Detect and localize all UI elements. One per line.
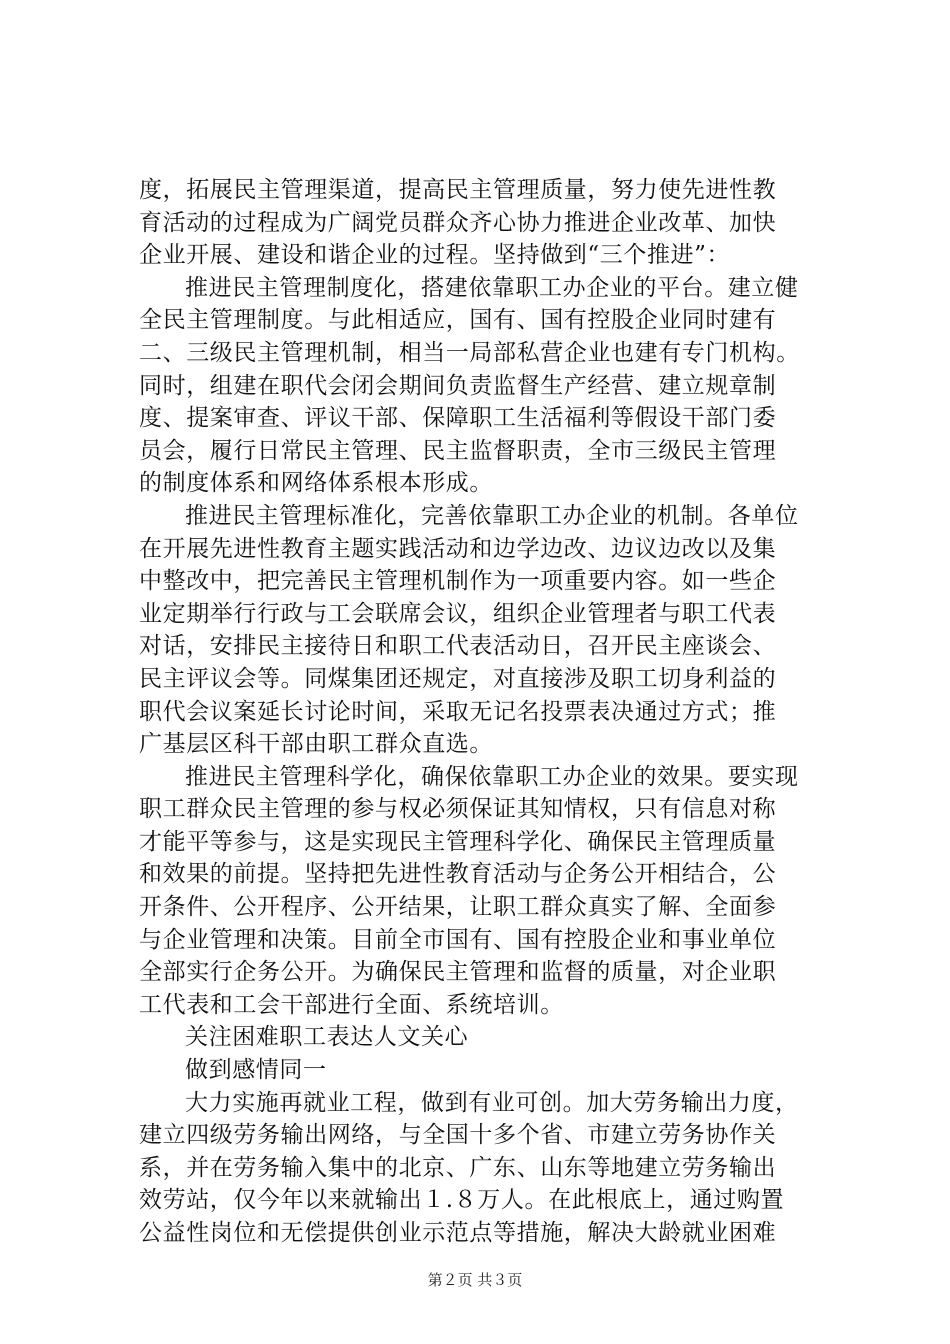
text-line: 与企业管理和决策。目前全市国有、国有控股企业和事业单位 [139,926,777,953]
text-line: 育活动的过程成为广阔党员群众齐心协力推进企业改革、加快 [139,209,777,236]
text-line: 员会，履行日常民主管理、民主监督职责，全市三级民主管理 [139,437,777,464]
text-line: 才能平等参与，这是实现民主管理科学化、确保民主管理质量 [139,828,777,855]
text-line: 全部实行企务公开。为确保民主管理和监督的质量，对企业职 [139,959,777,986]
text-line: 和效果的前提。坚持把先进性教育活动与企务公开相结合，公 [139,861,777,888]
paragraph-start-line: 大力实施再就业工程，做到有业可创。加大劳务输出力度， [185,1089,799,1116]
text-line: 度、提案审查、评议干部、保障职工生活福利等假设干部门委 [139,405,777,432]
page-number-footer: 第２页 共３页 [427,1271,523,1289]
text-line: 公益性岗位和无偿提供创业示范点等措施，解决大龄就业困难 [139,1220,777,1246]
text-line: 建立四级劳务输出网络，与全国十多个省、市建立劳务协作关 [139,1122,777,1149]
text-line: 开条件、公开程序、公开结果，让职工群众真实了解、全面参 [139,894,777,921]
text-line: 广基层区科干部由职工群众直选。 [139,731,493,758]
text-line: 工代表和工会干部进行全面、系统培训。 [139,991,564,1018]
text-line: 对话，安排民主接待日和职工代表活动日，召开民主座谈会、 [139,633,777,660]
paragraph-start-line: 推进民主管理标准化，完善依靠职工办企业的机制。各单位 [185,502,799,529]
text-line: 同时，组建在职代会闭会期间负责监督生产经营、建立规章制 [139,372,777,399]
text-line: 职工群众民主管理的参与权必须保证其知情权，只有信息对称 [139,796,777,823]
text-line: 的制度体系和网络体系根本形成。 [139,470,493,497]
paragraph-start-line: 推进民主管理制度化，搭建依靠职工办企业的平台。建立健 [185,274,799,301]
text-line: 二、三级民主管理机制，相当一局部私营企业也建有专门机构。 [139,339,800,366]
text-line: 民主评议会等。同煤集团还规定，对直接涉及职工切身利益的 [139,665,777,692]
document-body [139,174,839,1250]
text-line: 企业开展、建设和谐企业的过程。坚持做到“三个推进”： [139,242,731,269]
text-line: 中整改中，把完善民主管理机制作为一项重要内容。如一些企 [139,568,777,595]
text-line: 度，拓展民主管理渠道，提高民主管理质量，努力使先进性教 [139,177,777,203]
subsection-heading: 做到感情同一 [185,1057,327,1084]
text-line: 全民主管理制度。与此相适应，国有、国有控股企业同时建有 [139,307,777,334]
text-line: 业定期举行行政与工会联席会议，组织企业管理者与职工代表 [139,600,777,627]
text-line: 职代会议案延长讨论时间，采取无记名投票表决通过方式；推 [139,698,777,725]
text-line: 在开展先进性教育主题实践活动和边学边改、边议边改以及集 [139,535,777,562]
paragraph-start-line: 推进民主管理科学化，确保依靠职工办企业的效果。要实现 [185,763,799,790]
text-line: 系，并在劳务输入集中的北京、广东、山东等地建立劳务输出 [139,1154,777,1181]
section-heading: 关注困难职工表达人文关心 [185,1024,469,1051]
text-line: 效劳站，仅今年以来就输出１.８万人。在此根底上，通过购置 [139,1187,785,1214]
